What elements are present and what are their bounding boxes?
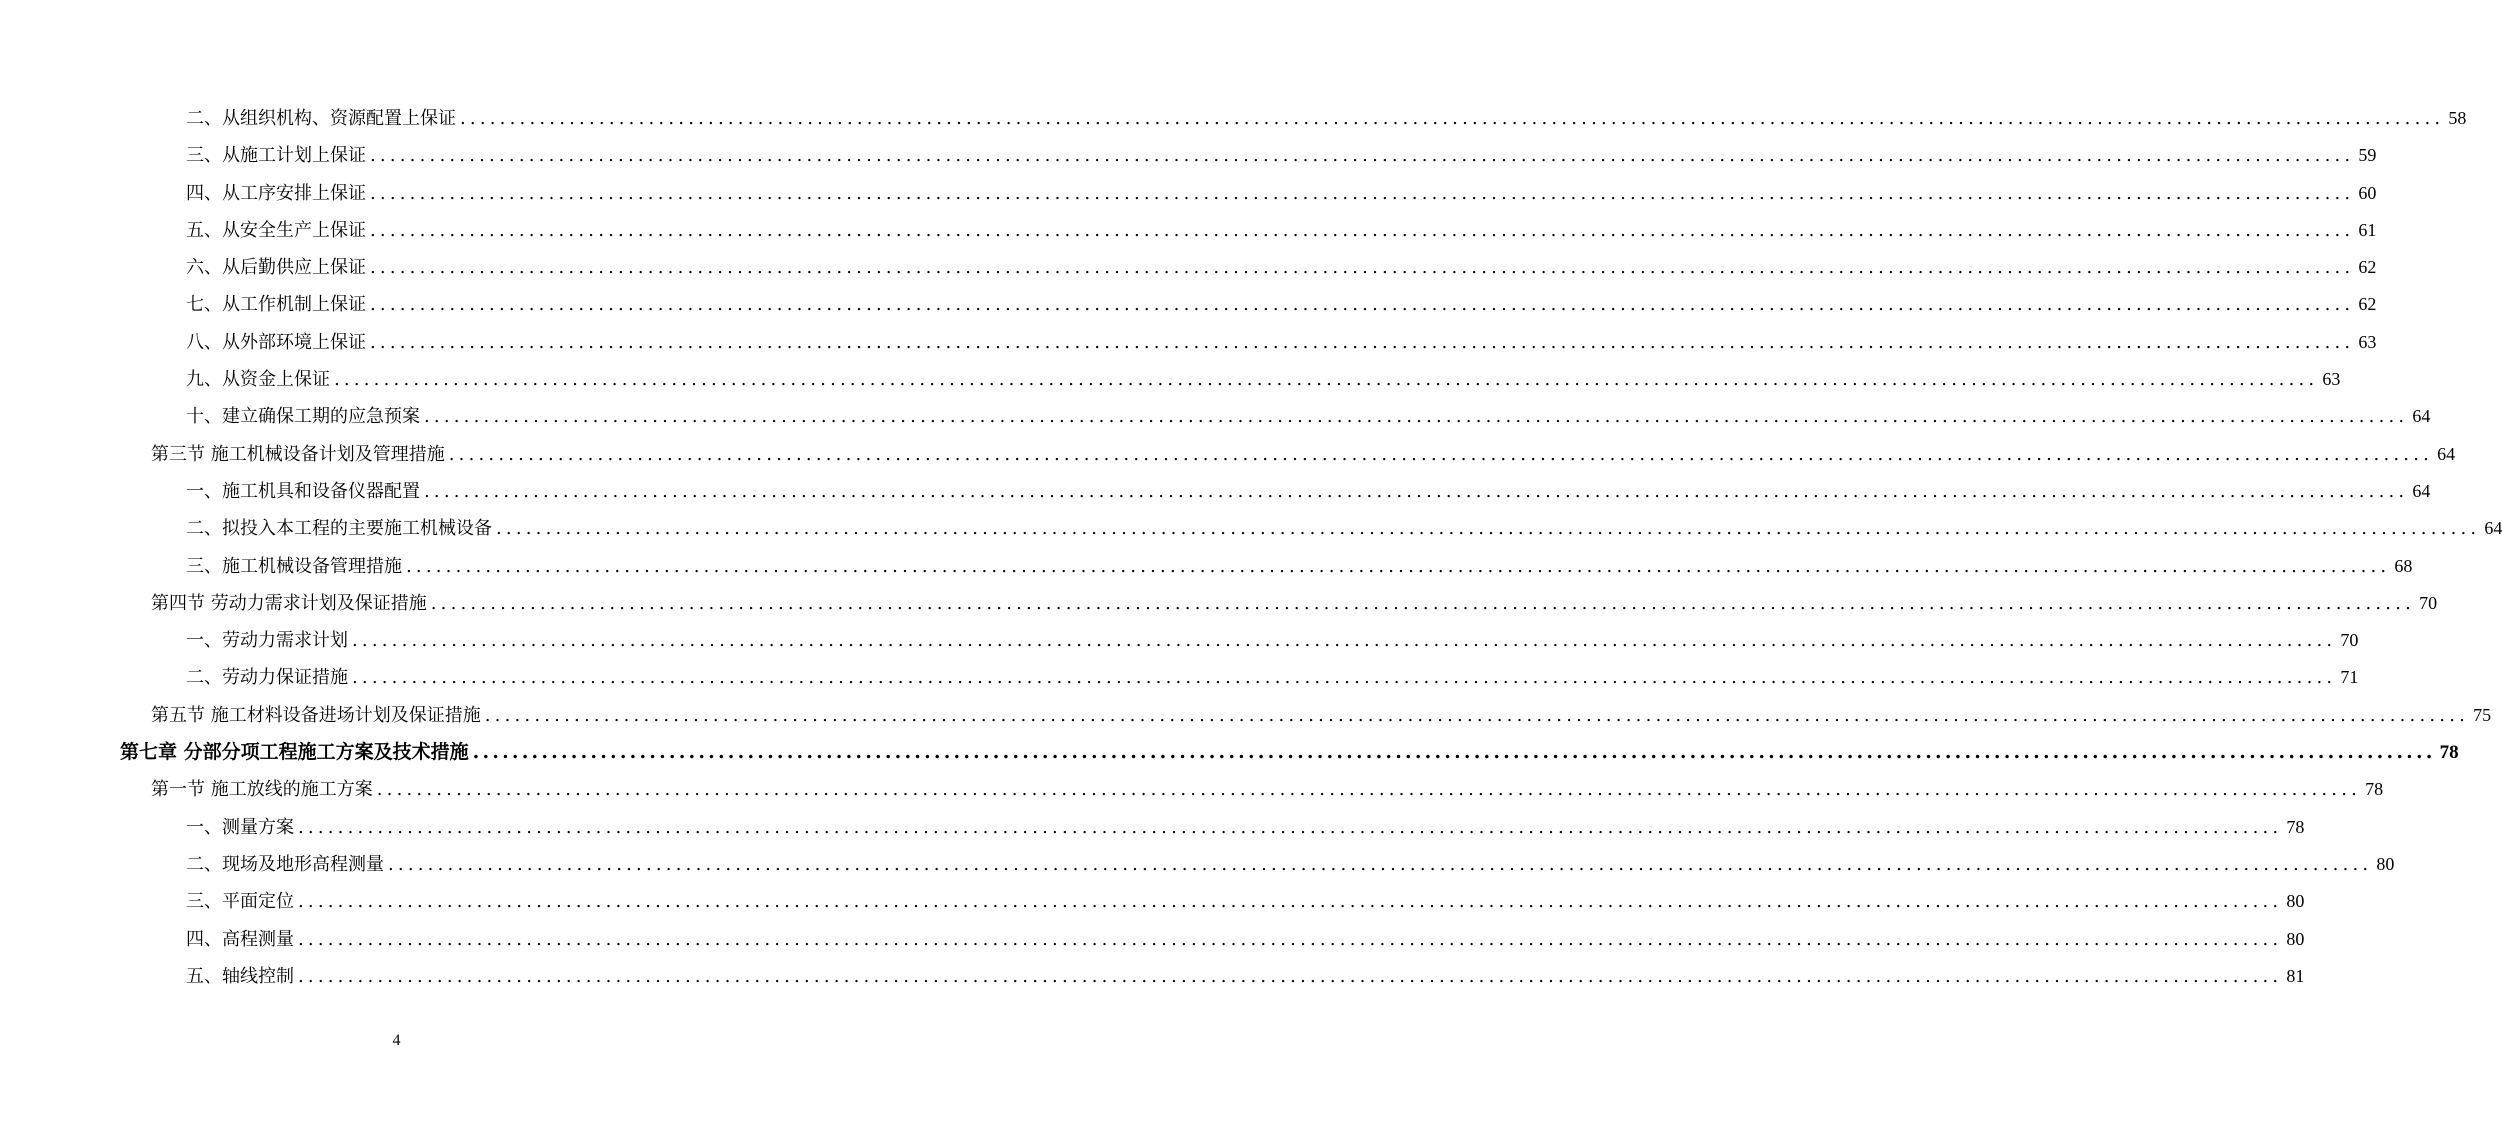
toc-dot-leader: ........................................................................................................................................................................................................	[460, 108, 2445, 129]
toc-entry-page-number: 58	[2448, 108, 2467, 128]
toc-entry-title: 一、施工机具和设备仪器配置	[186, 480, 420, 502]
toc-entry-title: 二、从组织机构、资源配置上保证	[186, 108, 456, 129]
toc-dot-leader: ........................................................................................................................................................................................................	[370, 294, 2355, 316]
toc-entry-title: 十、建立确保工期的应急预案	[186, 406, 420, 428]
toc-dot-leader: ........................................................................................................................................................................................................	[370, 219, 2355, 241]
toc-entry-page-number: 70	[2419, 592, 2438, 613]
toc-dot-leader: ........................................................................................................................................................................................................	[424, 406, 2409, 428]
toc-subsection-entry[interactable]	[0, 659, 2359, 696]
toc-entry-page-number: 81	[2286, 965, 2305, 986]
toc-dot-leader: ........................................................................................................................................................................................................	[376, 779, 2362, 801]
toc-entry-page-number: 64	[2437, 443, 2456, 464]
toc-entry-title: 第五节 施工材料设备进场计划及保证措施	[151, 704, 481, 726]
toc-entry-page-number: 80	[2376, 853, 2395, 874]
toc-dot-leader: ........................................................................................................................................................................................................	[352, 630, 2337, 652]
toc-entry-page-number: 62	[2358, 294, 2377, 315]
toc-entry-title: 七、从工作机制上保证	[186, 294, 366, 316]
toc-dot-leader: ........................................................................................................................................................................................................	[472, 741, 2436, 764]
toc-subsection-entry[interactable]	[0, 510, 2502, 547]
toc-entry-page-number: 80	[2286, 928, 2305, 949]
toc-dot-leader: ........................................................................................................................................................................................................	[298, 816, 2283, 838]
toc-entry-page-number: 64	[2412, 480, 2431, 501]
toc-dot-leader: ........................................................................................................................................................................................................	[352, 667, 2337, 689]
page-number: 4	[392, 1032, 401, 1049]
toc-dot-leader: ........................................................................................................................................................................................................	[334, 369, 2319, 391]
toc-entry-title: 五、从安全生产上保证	[186, 219, 366, 241]
toc-entry-title: 第四节 劳动力需求计划及保证措施	[151, 592, 427, 614]
toc-dot-leader: ........................................................................................................................................................................................................	[448, 443, 2434, 465]
toc-dot-leader: ........................................................................................................................................................................................................	[370, 257, 2355, 279]
toc-dot-leader: ........................................................................................................................................................................................................	[406, 555, 2391, 577]
toc-subsection-entry[interactable]	[0, 137, 2377, 174]
toc-chapter-entry[interactable]	[0, 734, 2459, 771]
toc-entry-title: 二、劳动力保证措施	[186, 667, 348, 689]
toc-entry-page-number: 60	[2358, 182, 2377, 203]
toc-entry-page-number: 68	[2394, 555, 2413, 576]
toc-entry-title: 六、从后勤供应上保证	[186, 257, 366, 279]
toc-entry-title: 四、从工序安排上保证	[186, 182, 366, 204]
table-of-contents	[0, 100, 2502, 995]
toc-entry-page-number: 78	[2439, 742, 2459, 764]
toc-dot-leader: ........................................................................................................................................................................................................	[496, 518, 2481, 540]
toc-entry-page-number: 80	[2286, 891, 2305, 912]
toc-entry-title: 五、轴线控制	[186, 965, 294, 987]
toc-subsection-entry[interactable]	[0, 548, 2413, 585]
toc-dot-leader: ........................................................................................................................................................................................................	[298, 965, 2283, 987]
toc-subsection-entry[interactable]	[0, 286, 2377, 323]
toc-entry-title: 二、现场及地形高程测量	[186, 853, 384, 875]
toc-subsection-entry[interactable]	[0, 175, 2377, 212]
toc-entry-page-number: 64	[2484, 518, 2502, 539]
toc-section-entry[interactable]	[0, 585, 2438, 622]
toc-dot-leader: ........................................................................................................................................................................................................	[388, 853, 2373, 875]
toc-entry-page-number: 63	[2358, 331, 2377, 352]
toc-dot-leader: ........................................................................................................................................................................................................	[484, 704, 2470, 726]
toc-entry-page-number: 70	[2340, 630, 2359, 651]
toc-dot-leader: ........................................................................................................................................................................................................	[424, 480, 2409, 502]
toc-dot-leader: ........................................................................................................................................................................................................	[430, 592, 2416, 614]
toc-entry-page-number: 59	[2358, 145, 2377, 166]
toc-dot-leader: ........................................................................................................................................................................................................	[298, 891, 2283, 913]
toc-entry-title: 第七章 分部分项工程施工方案及技术措施	[120, 741, 469, 764]
toc-entry-title: 八、从外部环境上保证	[186, 331, 366, 353]
toc-subsection-entry[interactable]	[0, 846, 2395, 883]
toc-dot-leader: ........................................................................................................................................................................................................	[370, 145, 2355, 167]
toc-subsection-entry[interactable]	[0, 100, 2467, 137]
toc-subsection-entry[interactable]	[0, 212, 2377, 249]
toc-dot-leader: ........................................................................................................................................................................................................	[370, 331, 2355, 353]
toc-dot-leader: ........................................................................................................................................................................................................	[370, 182, 2355, 204]
toc-entry-title: 九、从资金上保证	[186, 369, 330, 391]
toc-entry-page-number: 78	[2286, 816, 2305, 837]
toc-entry-title: 一、测量方案	[186, 816, 294, 838]
toc-entry-title: 第三节 施工机械设备计划及管理措施	[151, 443, 445, 465]
toc-entry-title: 四、高程测量	[186, 928, 294, 950]
toc-entry-title: 三、从施工计划上保证	[186, 145, 366, 167]
toc-subsection-entry[interactable]	[0, 883, 2305, 920]
toc-entry-page-number: 64	[2412, 406, 2431, 427]
toc-entry-title: 二、拟投入本工程的主要施工机械设备	[186, 518, 492, 540]
toc-subsection-entry[interactable]	[0, 809, 2305, 846]
toc-subsection-entry[interactable]	[0, 398, 2431, 435]
toc-section-entry[interactable]	[0, 771, 2384, 808]
toc-section-entry[interactable]	[0, 436, 2456, 473]
toc-entry-page-number: 61	[2358, 219, 2377, 240]
toc-subsection-entry[interactable]	[0, 324, 2377, 361]
toc-subsection-entry[interactable]	[0, 249, 2377, 286]
toc-entry-page-number: 75	[2473, 704, 2492, 725]
toc-subsection-entry[interactable]	[0, 361, 2341, 398]
toc-subsection-entry[interactable]	[0, 622, 2359, 659]
toc-entry-page-number: 71	[2340, 667, 2359, 688]
toc-subsection-entry[interactable]	[0, 921, 2305, 958]
toc-entry-page-number: 78	[2365, 779, 2384, 800]
toc-subsection-entry[interactable]	[0, 473, 2431, 510]
toc-entry-title: 第一节 施工放线的施工方案	[151, 779, 373, 801]
toc-entry-page-number: 63	[2322, 369, 2341, 390]
toc-entry-page-number: 62	[2358, 257, 2377, 278]
toc-subsection-entry[interactable]	[0, 958, 2305, 995]
toc-dot-leader: ........................................................................................................................................................................................................	[298, 928, 2283, 950]
toc-entry-title: 一、劳动力需求计划	[186, 630, 348, 652]
toc-section-entry[interactable]	[0, 697, 2492, 734]
toc-entry-title: 三、平面定位	[186, 891, 294, 913]
toc-entry-title: 三、施工机械设备管理措施	[186, 555, 402, 577]
